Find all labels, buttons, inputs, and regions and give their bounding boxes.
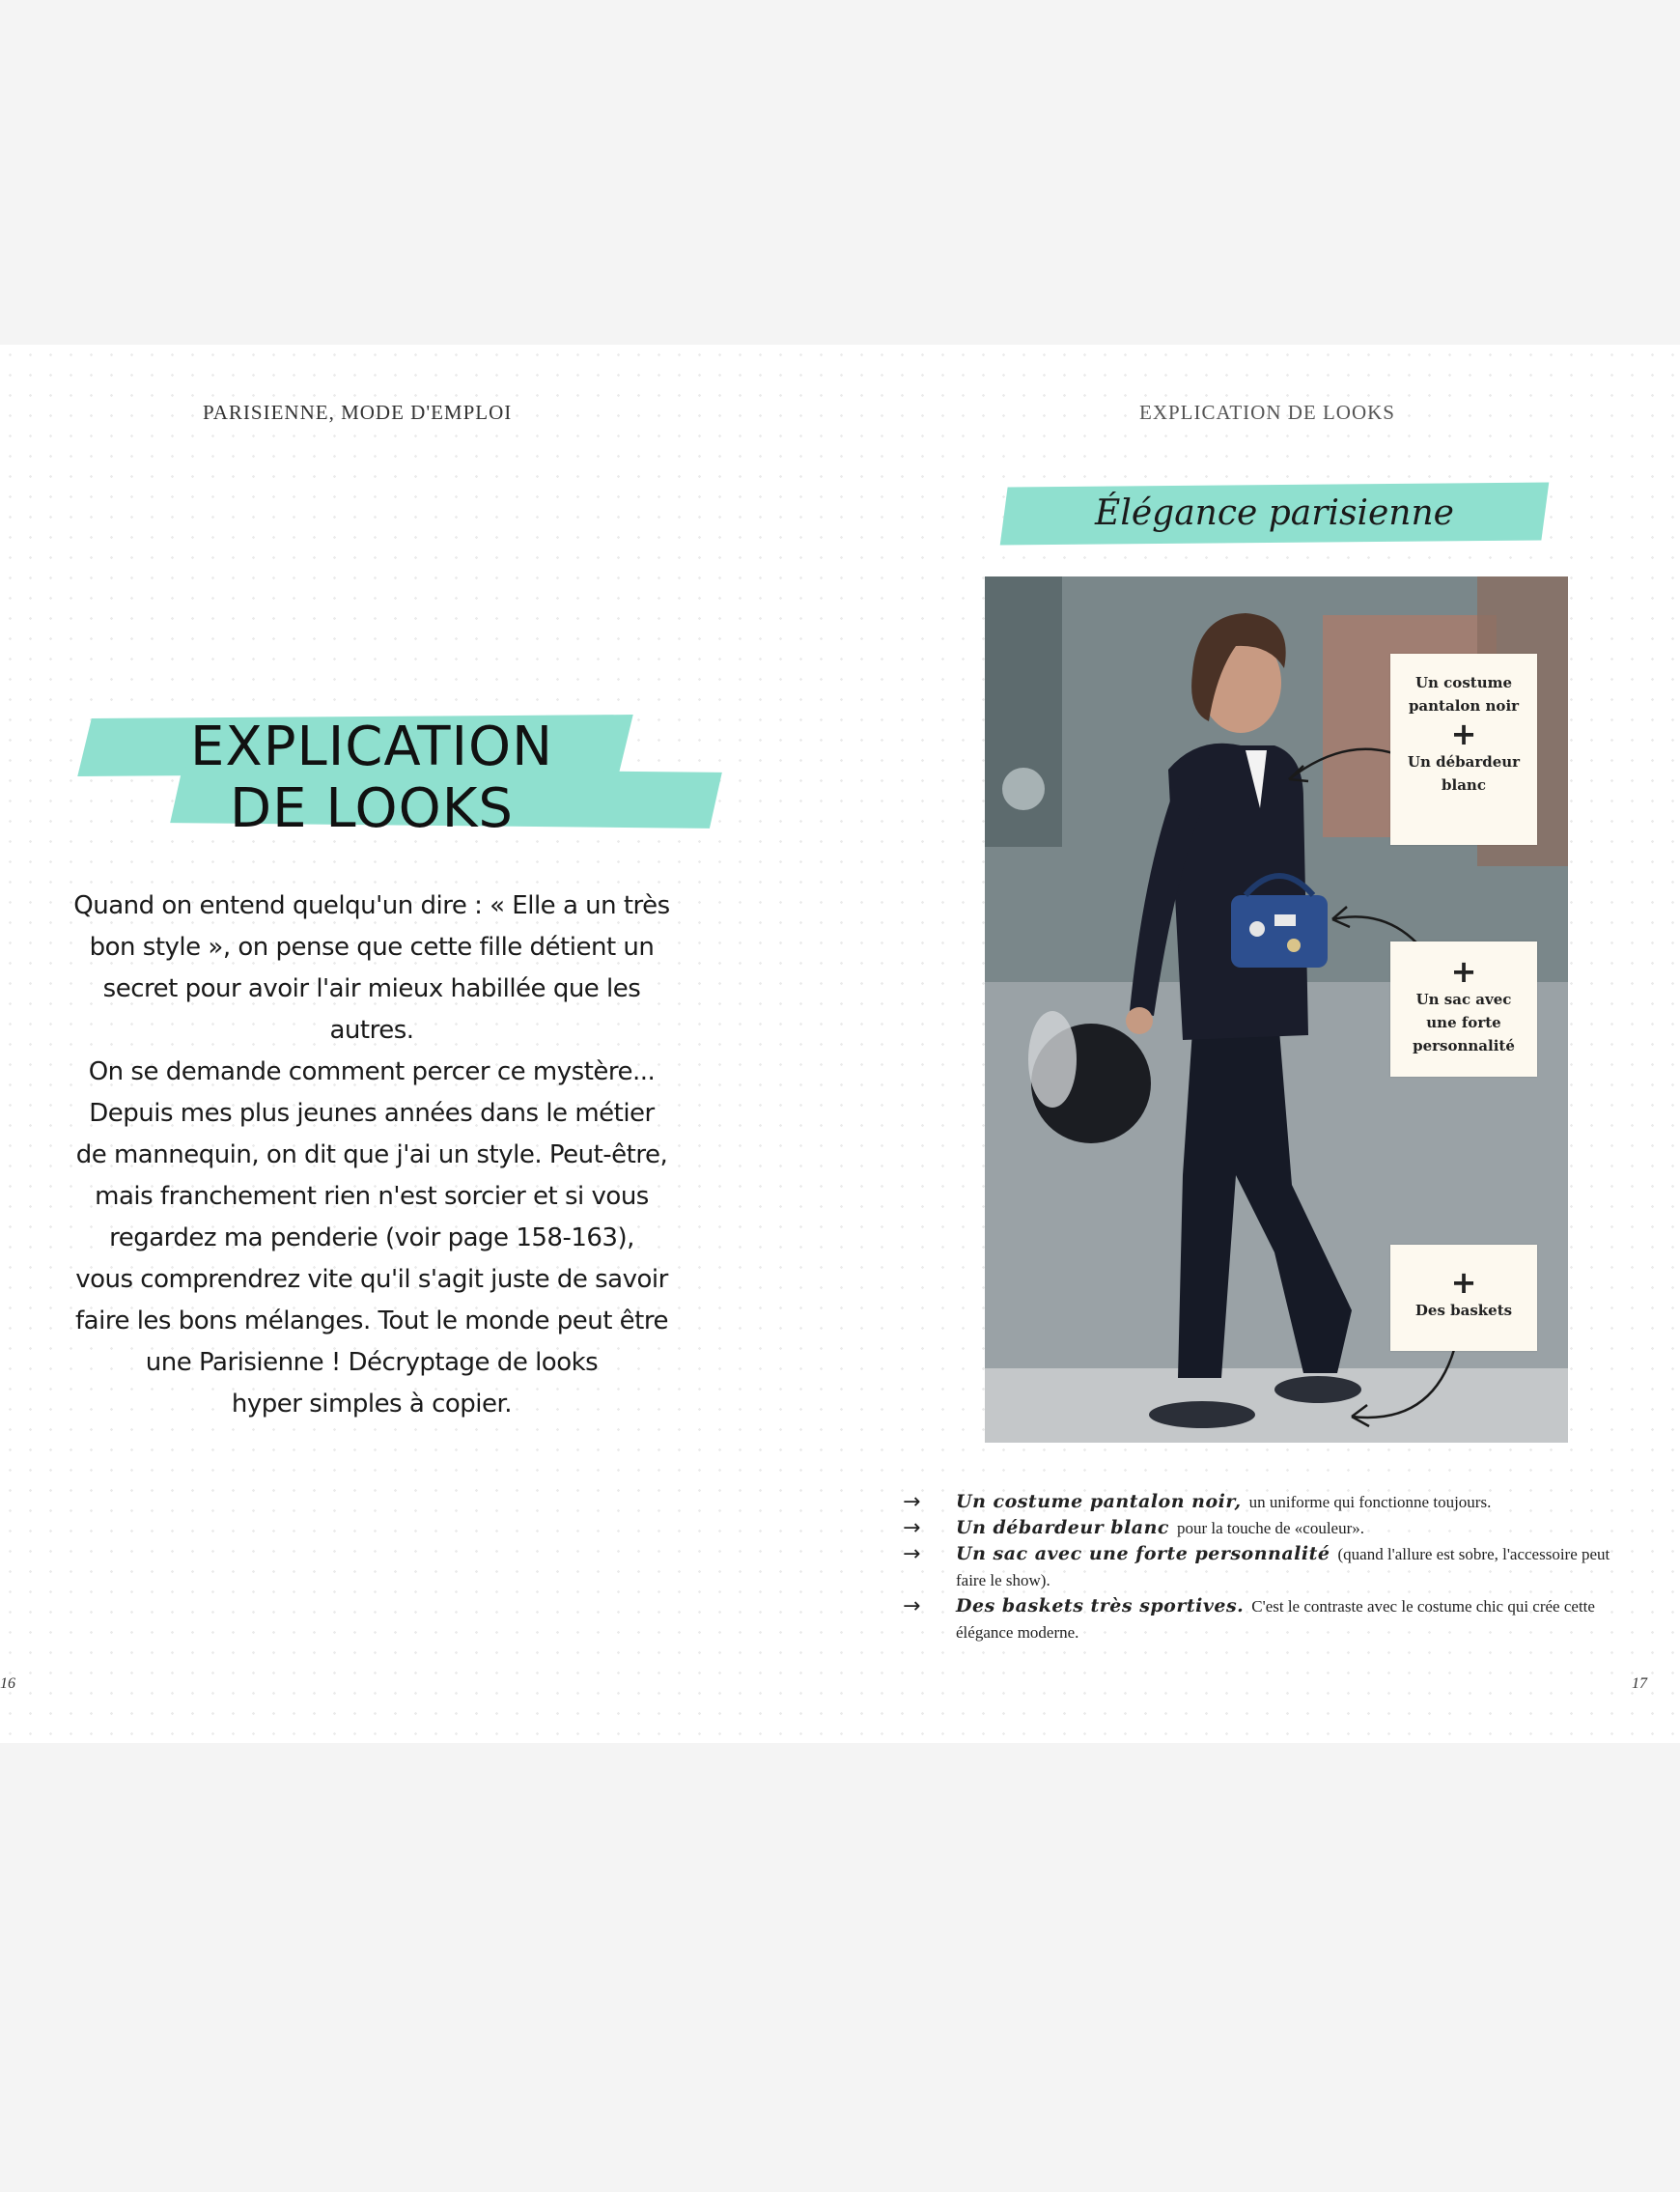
tag-text: Un sac avec [1415,991,1512,1008]
tag-text: pantalon noir [1408,697,1520,715]
arrow-right-icon: → [903,1490,921,1514]
note-text: C'est le contraste avec le costume chic qui crée cette élégance moderne. [956,1597,1595,1642]
note-highlight: Un costume pantalon noir, [956,1491,1242,1512]
section-title [145,717,599,840]
note-highlight: Un sac avec une forte personnalité [956,1543,1330,1564]
list-item [903,1541,1617,1593]
list-item [903,1489,1617,1515]
title-line-1: EXPLICATION [190,716,553,778]
tag-text: Des baskets [1414,1302,1513,1319]
book-spread [0,345,1680,1743]
tag-text: Un costume [1414,674,1513,691]
arrow-right-icon: → [903,1594,921,1618]
annotation-label-sneakers [1390,1245,1537,1351]
tag-text: blanc [1442,776,1486,794]
note-highlight: Un débardeur blanc [956,1517,1169,1538]
note-text: (quand l'allure est sobre, l'accessoire peut faire le show). [956,1545,1610,1589]
look-notes-list [903,1489,1617,1645]
note-text: pour la touche de «couleur». [1177,1519,1365,1537]
annotation-label-suit [1390,654,1537,845]
intro-paragraph: Quand on entend quelqu'un dire : « Elle a un très bon style », on pense que cette fille détient un secret pour avoir l'air mieux habillée que les autres. On se demande comment percer ce mystère... Depuis mes plus jeunes années dans le métier de mannequin, on dit que j'ai un style. Peut-être, mais franchement rien n'est sorcier et si vous regardez ma penderie (voir page 158-163), vous comprendrez vite qu'il s'agit juste de savoir faire les bons mélanges. Tout le monde peut être une Parisienne ! Décryptage de looks hyper simples à copier. [73,891,670,1419]
look-title: Élégance parisienne [1095,493,1454,533]
tag-text: personnalité [1413,1037,1515,1054]
running-head-left: PARISIENNE, MODE D'EMPLOI [203,401,513,424]
list-item [903,1593,1617,1645]
page-number-left: 16 [0,1675,15,1692]
list-item [903,1515,1617,1541]
tag-text: une forte [1426,1014,1501,1031]
tag-text: Un débardeur [1407,753,1521,771]
note-text: un uniforme qui fonctionne toujours. [1248,1493,1492,1511]
plus-icon: + [1450,716,1477,752]
page-number-right: 17 [1632,1675,1647,1692]
plus-icon: + [1450,1264,1477,1301]
annotation-label-bag [1390,941,1537,1077]
arrow-right-icon: → [903,1542,921,1566]
note-highlight: Des baskets très sportives. [956,1595,1245,1616]
running-head-right: EXPLICATION DE LOOKS [1139,401,1395,424]
arrow-right-icon: → [903,1516,921,1540]
title-line-2: DE LOOKS [230,777,514,840]
plus-icon: + [1450,953,1477,990]
